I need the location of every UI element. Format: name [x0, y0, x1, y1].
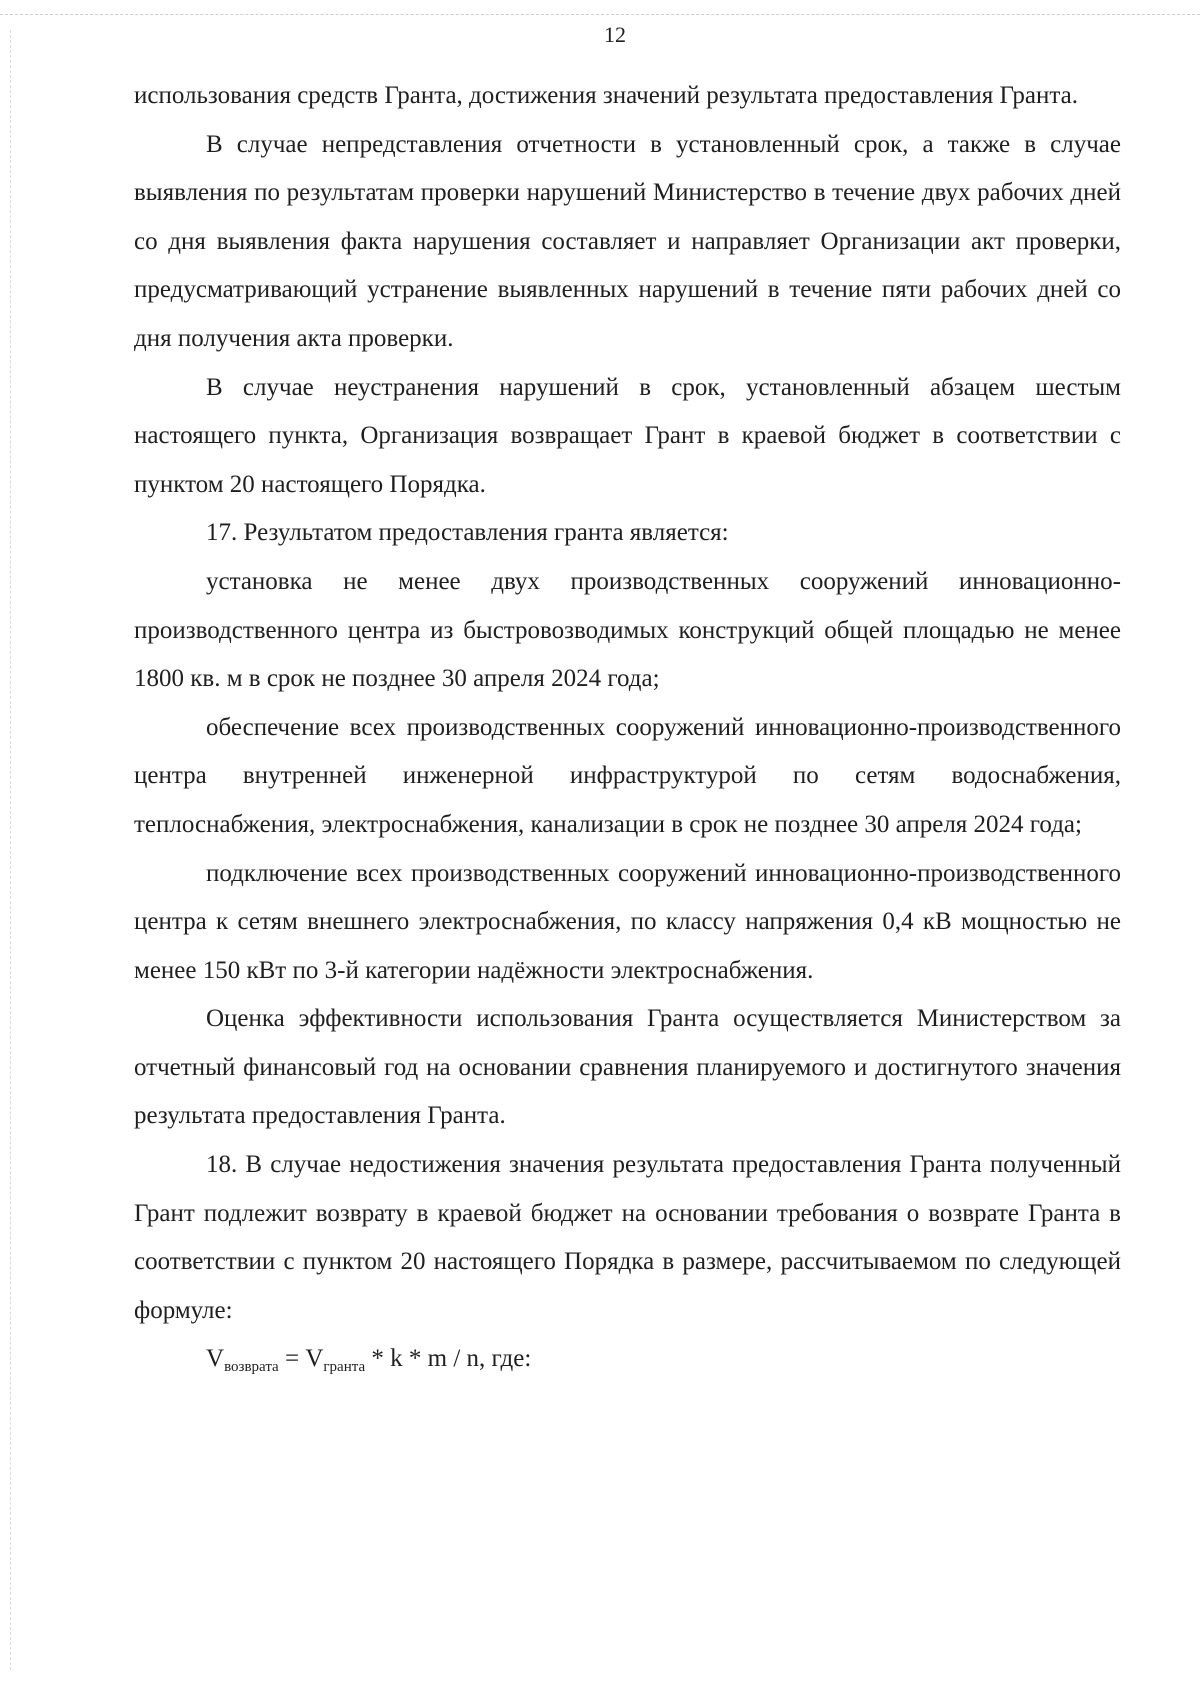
paragraph-1: использования средств Гранта, достижения значений результата предоставления Гранта.: [134, 82, 1078, 109]
formula-sub-grant: гранта: [323, 1359, 366, 1376]
paragraph-6: обеспечение всех производственных сооружений инновационно-производственного центра внутренней инженерной инфраструктурой по сетям водоснабжения, теплоснабжения, электроснабжения, канализации в срок не позднее 30 апреля 2024 года;: [134, 713, 1121, 838]
formula-sub-return: возврата: [224, 1359, 279, 1376]
formula-equals: =: [278, 1345, 306, 1373]
paragraph-2: В случае непредставления отчетности в установленный срок, а также в случае выявления по результатам проверки нарушений Министерство в течение двух рабочих дней со дня выявления факта нарушения составляет и направляет Организации акт проверки, предусматривающий устранение выявленных нарушений в течение пяти рабочих дней со дня получения акта проверки.: [134, 130, 1121, 352]
formula-v-grant: V: [305, 1345, 324, 1373]
paragraph-4: 17. Результатом предоставления гранта является:: [206, 519, 729, 547]
paragraph-3: В случае неустранения нарушений в срок, установленный абзацем шестым настоящего пункта, Организация возвращает Грант в краевой бюджет в соответствии с пунктом 20 настоящего Порядка.: [134, 373, 1121, 498]
scan-artifact-top: [0, 14, 1200, 19]
formula-rest: * k * m / n, где:: [365, 1345, 532, 1373]
formula-v-return: V: [206, 1345, 225, 1373]
page-number: 12: [604, 22, 626, 47]
document-body: [134, 72, 1121, 1384]
paragraph-9: 18. В случае недостижения значения результата предоставления Гранта полученный Грант подлежит возврату в краевой бюджет на основании требования о возврате Гранта в соответствии с пунктом 20 настоящего Порядка в размере, рассчитываемом по следующей формуле:: [134, 1151, 1121, 1324]
paragraph-8: Оценка эффективности использования Гранта осуществляется Министерством за отчетный финансовый год на основании сравнения планируемого и достигнутого значения результата предоставления Гранта.: [134, 1005, 1121, 1130]
paragraph-5: установка не менее двух производственных сооружений инновационно-производственного центра из быстровозводимых конструкций общей площадью не менее 1800 кв. м в срок не позднее 30 апреля 2024 года;: [134, 567, 1121, 693]
paragraph-7: подключение всех производственных сооружений инновационно-производственного центра к сетям внешнего электроснабжения, по классу напряжения 0,4 кВ мощностью не менее 150 кВт по 3-й категории надёжности электроснабжения.: [134, 859, 1121, 984]
formula: [134, 1335, 1121, 1384]
scan-artifact-left: [10, 30, 13, 1670]
